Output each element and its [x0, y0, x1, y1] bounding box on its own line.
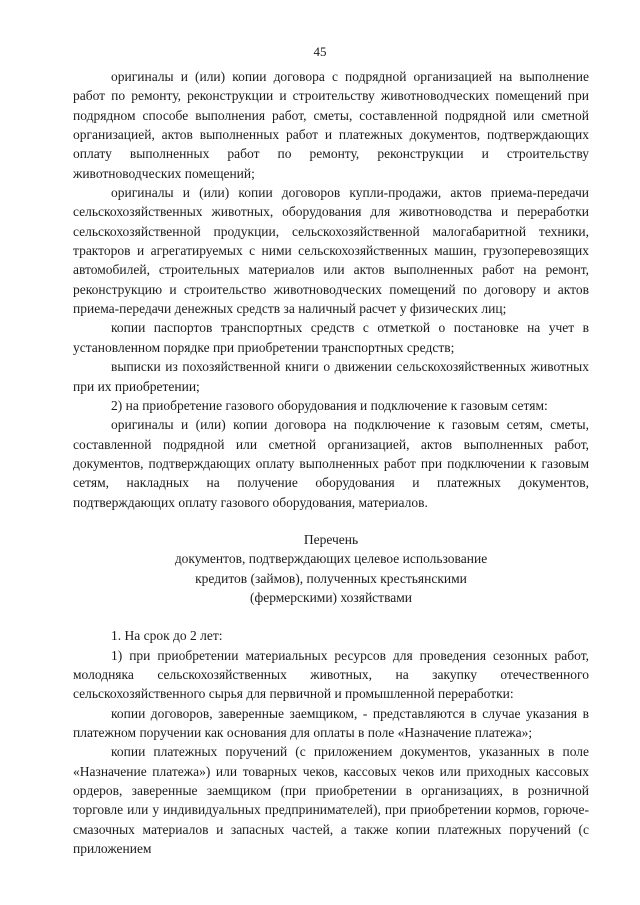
paragraph: оригиналы и (или) копии договоров купли-продажи, актов приема-передачи сельскохозяйственных животных, оборудования для животноводства и переработки сельскохозяйственной продукции, сельскохозяйственной малогабаритной техники, тракторов и агрегатируемых с ними сельскохозяйственных машин, грузоперевозящих автомобилей, строительных материалов или актов выполненных работ на ремонт, реконструкцию и строительство животноводческих помещений по договору и актов приема-передачи денежных средств за наличный расчет у физических лиц; [73, 185, 589, 317]
heading-subtitle-line: (фермерскими) хозяйствами [249, 589, 413, 605]
paragraph: 2) на приобретение газового оборудования и подключение к газовым сетям: [111, 397, 548, 413]
page-number: 45 [313, 44, 327, 59]
document-body [73, 67, 589, 858]
paragraph: оригиналы и (или) копии договора на подключение к газовым сетям, сметы, составленной подрядной или сметной организацией, актов выполненных работ, документов, подтверждающих оплату выполненных работ при подключении к газовым сетям, накладных на получение оборудования и платежных документов, подтверждающих оплату газового оборудования, материалов. [73, 417, 589, 510]
paragraph: выписки из похозяйственной книги о движении сельскохозяйственных животных при их приобретении; [73, 359, 589, 394]
paragraph: копии договоров, заверенные заемщиком, - представляются в случае указания в платежном поручении как основания для оплаты в поле «Назначение платежа»; [73, 705, 589, 740]
paragraph: копии платежных поручений (с приложением документов, указанных в поле «Назначение платежа») или товарных чеков, кассовых чеков или приходных кассовых ордеров, заверенные заемщиком (при приобретении в организациях, в розничной торговле или у индивидуальных предпринимателей), при приобретении кормов, горюче-смазочных материалов и запасных частей, а также копии платежных поручений (с приложением [73, 744, 589, 857]
paragraph: 1) при приобретении материальных ресурсов для проведения сезонных работ, молодняка сельскохозяйственных животных, на закупку отечественного сельскохозяйственного сырья для первичной и промышленной переработки: [73, 647, 589, 702]
paragraph: 1. На срок до 2 лет: [111, 628, 223, 644]
paragraph: копии паспортов транспортных средств с отметкой о постановке на учет в установленном порядке при приобретении транспортных средств; [73, 320, 589, 355]
paragraph: оригиналы и (или) копии договора с подрядной организацией на выполнение работ по ремонту, реконструкции и строительству животноводческих помещений при подрядном способе выполнения работ, сметы, составленной подрядной или сметной организацией, актов выполненных работ и платежных документов, подтверждающих оплату выполненных работ по ремонту, реконструкции и строительству животноводческих помещений; [73, 69, 589, 181]
list-heading [73, 530, 589, 607]
heading-subtitle-line: кредитов (займов), полученных крестьянскими [195, 570, 467, 586]
heading-subtitle-line: документов, подтверждающих целевое использование [174, 551, 488, 567]
heading-title: Перечень [303, 531, 359, 547]
